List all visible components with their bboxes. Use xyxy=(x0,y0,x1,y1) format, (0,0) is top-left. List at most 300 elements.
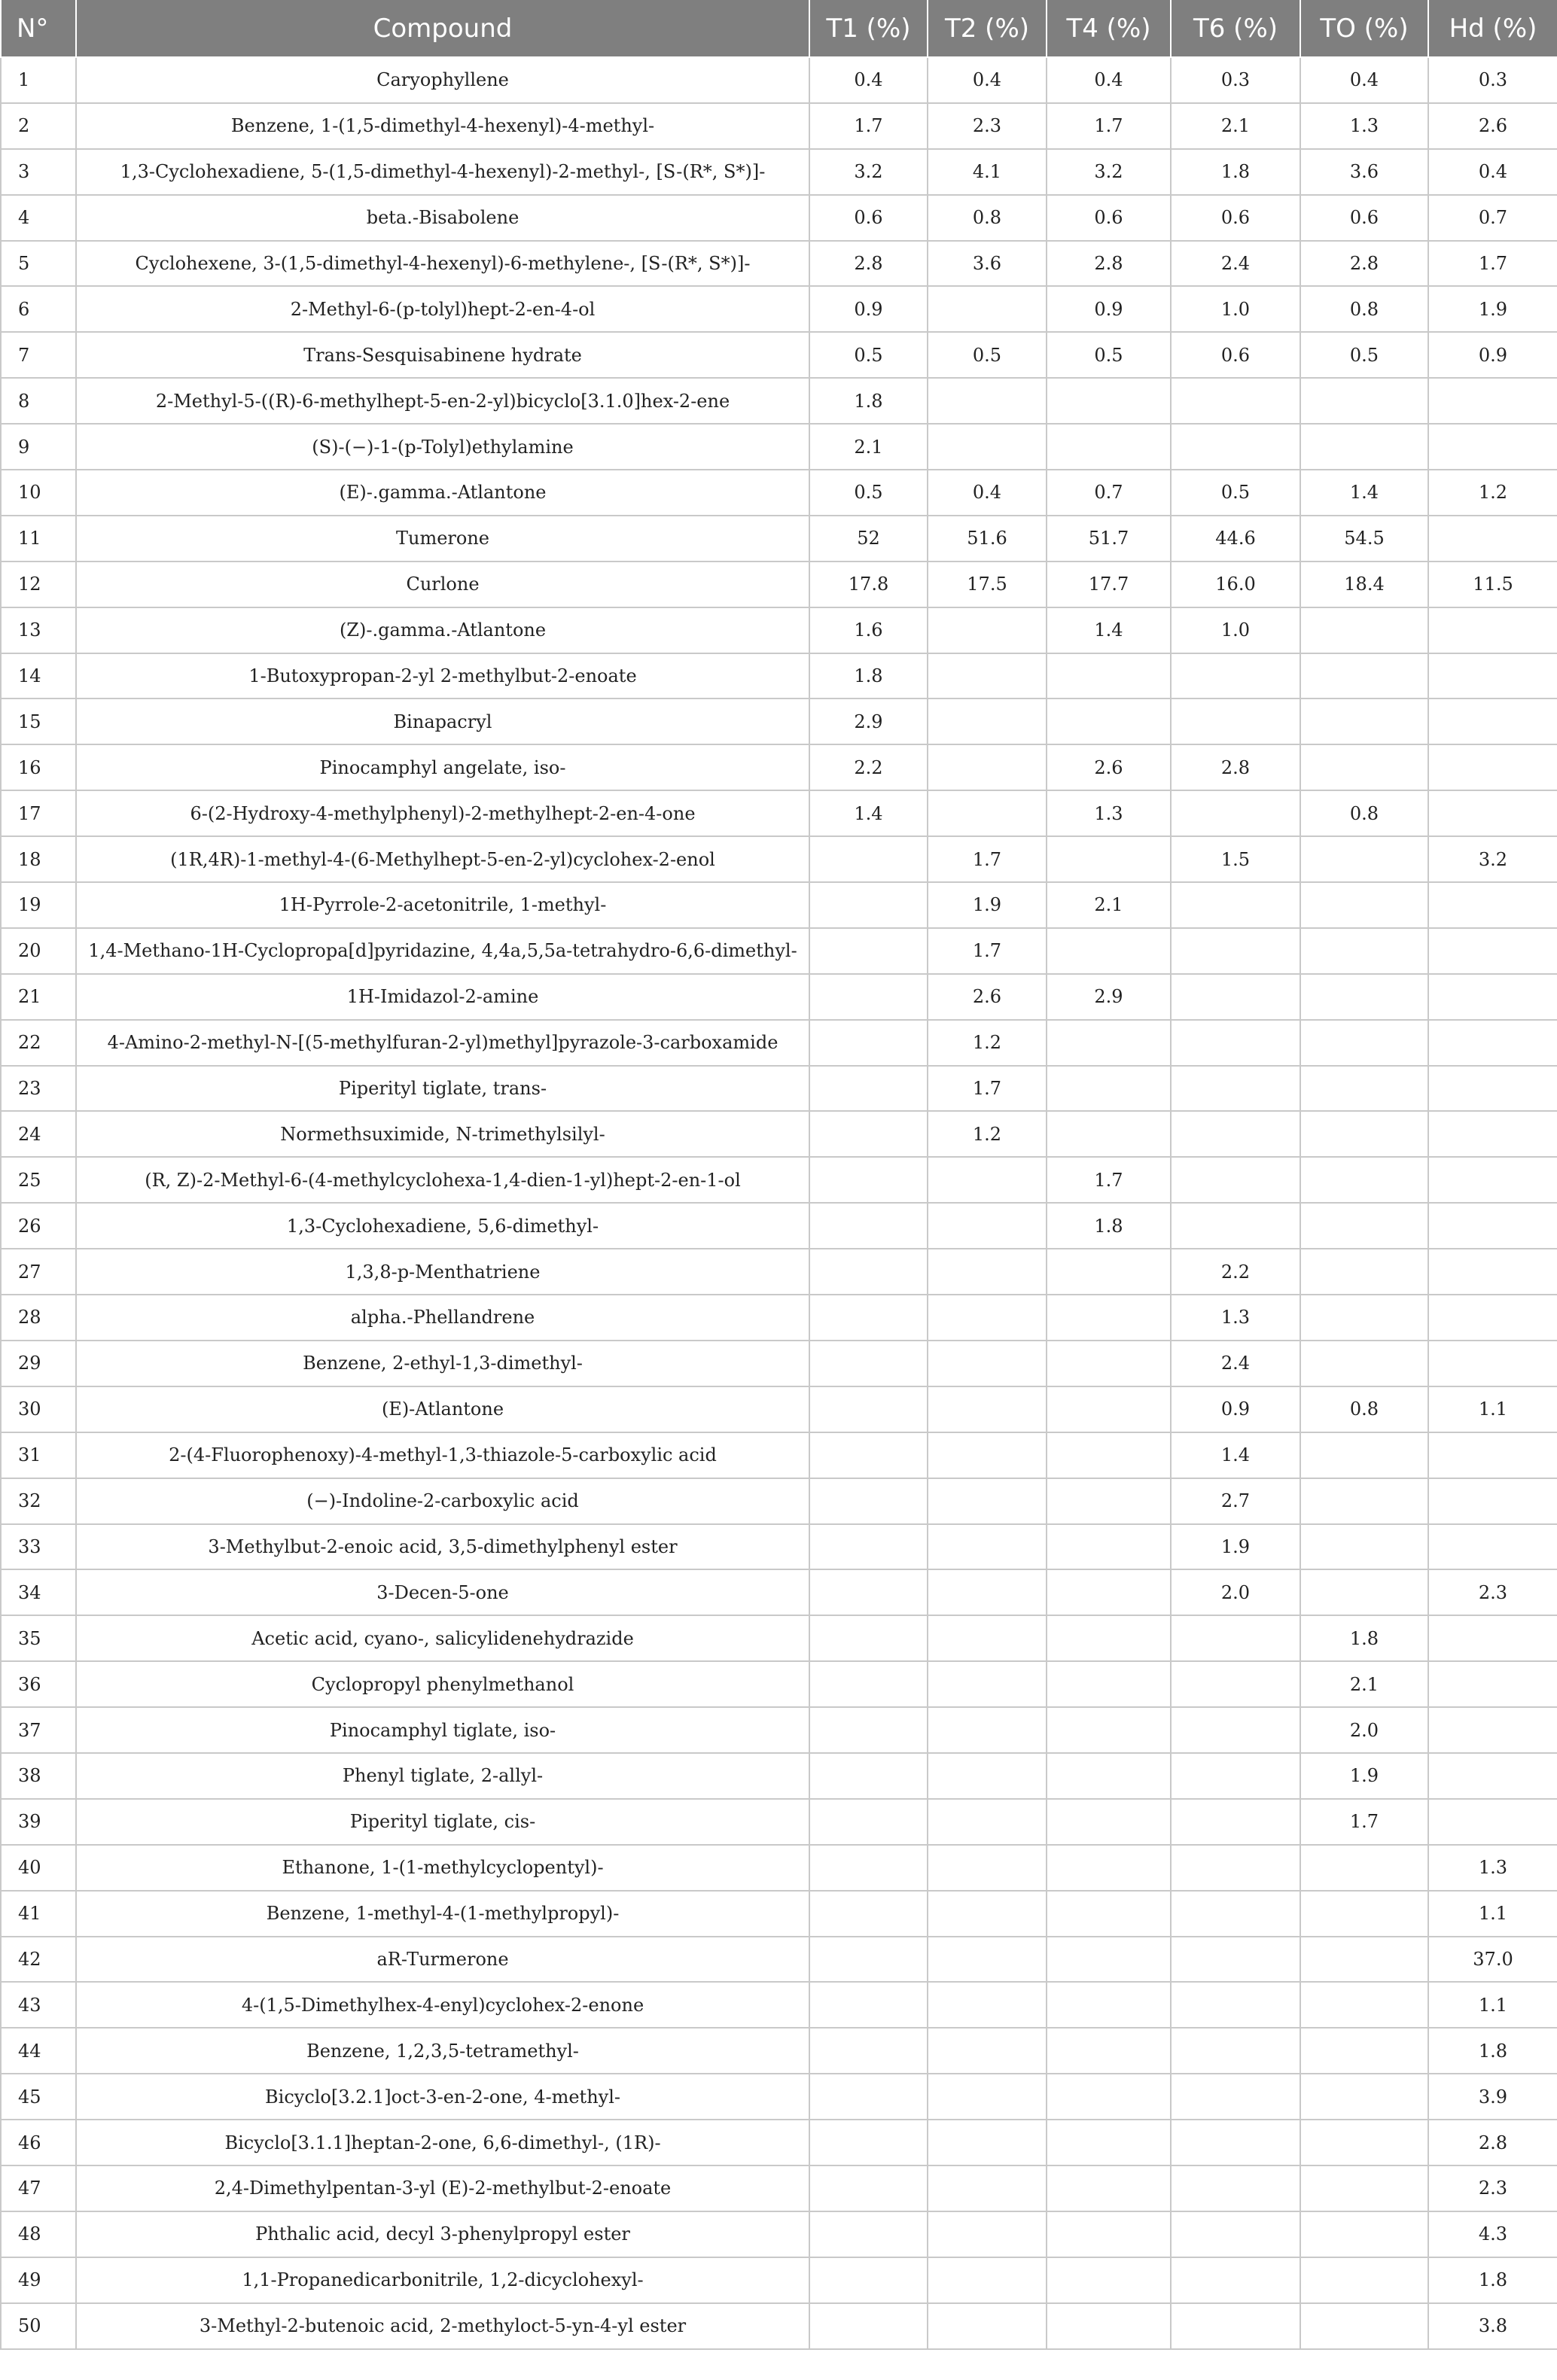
cell-to xyxy=(1300,1478,1428,1524)
table-row xyxy=(1,286,1557,332)
cell-hd xyxy=(1428,698,1557,744)
cell-to: 1.7 xyxy=(1300,1799,1428,1845)
cell-number: 44 xyxy=(1,2028,76,2074)
cell-compound: 1,4-Methano-1H-Cyclopropa[d]pyridazine, 4,4a,5,5a-tetrahydro-6,6-dimethyl- xyxy=(76,928,809,974)
cell-compound: 2-(4-Fluorophenoxy)-4-methyl-1,3-thiazole-5-carboxylic acid xyxy=(76,1432,809,1478)
cell-hd xyxy=(1428,1753,1557,1799)
cell-hd: 3.2 xyxy=(1428,836,1557,882)
cell-number: 31 xyxy=(1,1432,76,1478)
cell-t6 xyxy=(1171,1982,1300,2028)
cell-number: 11 xyxy=(1,516,76,562)
cell-t2 xyxy=(928,1937,1047,1983)
cell-hd: 0.4 xyxy=(1428,149,1557,195)
cell-t6 xyxy=(1171,1707,1300,1753)
cell-t1: 2.9 xyxy=(809,698,928,744)
cell-number: 5 xyxy=(1,241,76,287)
cell-t6 xyxy=(1171,1203,1300,1249)
cell-t6 xyxy=(1171,2257,1300,2303)
cell-t4 xyxy=(1047,1341,1171,1386)
table-row xyxy=(1,974,1557,1020)
cell-compound: (E)-Atlantone xyxy=(76,1386,809,1432)
cell-compound: aR-Turmerone xyxy=(76,1937,809,1983)
cell-t4: 2.6 xyxy=(1047,744,1171,790)
cell-t1 xyxy=(809,2074,928,2120)
cell-hd: 3.9 xyxy=(1428,2074,1557,2120)
cell-hd: 2.3 xyxy=(1428,1569,1557,1615)
cell-compound: 4-(1,5-Dimethylhex-4-enyl)cyclohex-2-enone xyxy=(76,1982,809,2028)
table-row xyxy=(1,562,1557,607)
cell-t2 xyxy=(928,653,1047,699)
cell-compound: 6-(2-Hydroxy-4-methylphenyl)-2-methylhept-2-en-4-one xyxy=(76,790,809,836)
cell-hd xyxy=(1428,1295,1557,1341)
cell-t1 xyxy=(809,1111,928,1157)
cell-hd xyxy=(1428,1615,1557,1661)
cell-t6: 2.8 xyxy=(1171,744,1300,790)
cell-t4 xyxy=(1047,1753,1171,1799)
cell-t1 xyxy=(809,1157,928,1203)
cell-t4 xyxy=(1047,1707,1171,1753)
cell-t1 xyxy=(809,1524,928,1570)
cell-t2 xyxy=(928,2257,1047,2303)
cell-t1 xyxy=(809,1615,928,1661)
cell-number: 35 xyxy=(1,1615,76,1661)
table-row xyxy=(1,1295,1557,1341)
cell-t4 xyxy=(1047,1845,1171,1891)
cell-t4 xyxy=(1047,1799,1171,1845)
cell-to xyxy=(1300,1020,1428,1066)
cell-to xyxy=(1300,1066,1428,1112)
cell-hd xyxy=(1428,378,1557,424)
cell-t2 xyxy=(928,1203,1047,1249)
cell-hd xyxy=(1428,1203,1557,1249)
cell-t4 xyxy=(1047,424,1171,470)
cell-t2 xyxy=(928,2303,1047,2349)
cell-t4 xyxy=(1047,1295,1171,1341)
cell-t4 xyxy=(1047,2074,1171,2120)
cell-to: 1.3 xyxy=(1300,103,1428,149)
table-row xyxy=(1,241,1557,287)
cell-t2 xyxy=(928,2028,1047,2074)
cell-t2 xyxy=(928,790,1047,836)
table-row xyxy=(1,1478,1557,1524)
table-row xyxy=(1,2257,1557,2303)
cell-number: 27 xyxy=(1,1249,76,1295)
cell-number: 43 xyxy=(1,1982,76,2028)
cell-compound: Tumerone xyxy=(76,516,809,562)
cell-hd xyxy=(1428,882,1557,928)
cell-t4 xyxy=(1047,1478,1171,1524)
cell-number: 20 xyxy=(1,928,76,974)
cell-hd: 0.9 xyxy=(1428,332,1557,378)
cell-to xyxy=(1300,836,1428,882)
cell-t1 xyxy=(809,1341,928,1386)
cell-to: 2.1 xyxy=(1300,1661,1428,1707)
cell-compound: Pinocamphyl angelate, iso- xyxy=(76,744,809,790)
cell-t6 xyxy=(1171,2120,1300,2165)
cell-t2: 0.4 xyxy=(928,57,1047,103)
cell-t4: 1.7 xyxy=(1047,1157,1171,1203)
cell-t4: 1.4 xyxy=(1047,607,1171,653)
cell-t1 xyxy=(809,1753,928,1799)
cell-compound: Binapacryl xyxy=(76,698,809,744)
cell-t4: 2.8 xyxy=(1047,241,1171,287)
cell-compound: 1,3,8-p-Menthatriene xyxy=(76,1249,809,1295)
cell-number: 3 xyxy=(1,149,76,195)
cell-t4: 2.1 xyxy=(1047,882,1171,928)
cell-hd xyxy=(1428,1111,1557,1157)
cell-compound: (1R,4R)-1-methyl-4-(6-Methylhept-5-en-2-yl)cyclohex-2-enol xyxy=(76,836,809,882)
cell-t1: 17.8 xyxy=(809,562,928,607)
cell-t2 xyxy=(928,1569,1047,1615)
cell-t1: 2.1 xyxy=(809,424,928,470)
table-row xyxy=(1,57,1557,103)
cell-t6 xyxy=(1171,928,1300,974)
cell-number: 32 xyxy=(1,1478,76,1524)
cell-t6: 1.0 xyxy=(1171,286,1300,332)
cell-to xyxy=(1300,1111,1428,1157)
cell-t4 xyxy=(1047,2120,1171,2165)
cell-t6: 0.3 xyxy=(1171,57,1300,103)
table-row xyxy=(1,2028,1557,2074)
cell-to xyxy=(1300,1524,1428,1570)
cell-number: 25 xyxy=(1,1157,76,1203)
cell-t4: 0.6 xyxy=(1047,195,1171,241)
cell-t1 xyxy=(809,2120,928,2165)
table-row xyxy=(1,1982,1557,2028)
cell-hd: 37.0 xyxy=(1428,1937,1557,1983)
cell-to xyxy=(1300,1341,1428,1386)
cell-t6 xyxy=(1171,1753,1300,1799)
cell-t1 xyxy=(809,1982,928,2028)
cell-t6: 2.4 xyxy=(1171,241,1300,287)
cell-t4 xyxy=(1047,1249,1171,1295)
cell-compound: Benzene, 1-methyl-4-(1-methylpropyl)- xyxy=(76,1891,809,1937)
cell-t4 xyxy=(1047,928,1171,974)
table-row xyxy=(1,378,1557,424)
cell-compound: Normethsuximide, N-trimethylsilyl- xyxy=(76,1111,809,1157)
cell-t4 xyxy=(1047,1524,1171,1570)
cell-compound: (R, Z)-2-Methyl-6-(4-methylcyclohexa-1,4-dien-1-yl)hept-2-en-1-ol xyxy=(76,1157,809,1203)
cell-to xyxy=(1300,928,1428,974)
cell-t4: 1.3 xyxy=(1047,790,1171,836)
header-compound: Compound xyxy=(76,0,809,57)
table-row xyxy=(1,2120,1557,2165)
cell-t2: 1.9 xyxy=(928,882,1047,928)
cell-t2: 0.8 xyxy=(928,195,1047,241)
cell-t6: 1.4 xyxy=(1171,1432,1300,1478)
cell-number: 33 xyxy=(1,1524,76,1570)
cell-compound: 1,3-Cyclohexadiene, 5,6-dimethyl- xyxy=(76,1203,809,1249)
cell-t6: 1.0 xyxy=(1171,607,1300,653)
cell-t1: 1.6 xyxy=(809,607,928,653)
cell-t1 xyxy=(809,1478,928,1524)
cell-hd: 1.2 xyxy=(1428,470,1557,516)
cell-hd xyxy=(1428,653,1557,699)
cell-t6 xyxy=(1171,1845,1300,1891)
cell-t2 xyxy=(928,1157,1047,1203)
cell-hd xyxy=(1428,424,1557,470)
cell-number: 30 xyxy=(1,1386,76,1432)
table-row xyxy=(1,470,1557,516)
cell-t4 xyxy=(1047,1386,1171,1432)
table-row xyxy=(1,744,1557,790)
cell-t2 xyxy=(928,1891,1047,1937)
cell-t1 xyxy=(809,2028,928,2074)
table-row xyxy=(1,2211,1557,2257)
cell-t2: 0.5 xyxy=(928,332,1047,378)
cell-t4: 2.9 xyxy=(1047,974,1171,1020)
cell-t6: 0.6 xyxy=(1171,195,1300,241)
cell-t2: 2.6 xyxy=(928,974,1047,1020)
cell-compound: Piperityl tiglate, trans- xyxy=(76,1066,809,1112)
cell-t6 xyxy=(1171,2303,1300,2349)
cell-t2 xyxy=(928,1249,1047,1295)
cell-compound: (E)-.gamma.-Atlantone xyxy=(76,470,809,516)
cell-compound: Phenyl tiglate, 2-allyl- xyxy=(76,1753,809,1799)
cell-t1 xyxy=(809,1066,928,1112)
table-row xyxy=(1,1845,1557,1891)
cell-to xyxy=(1300,1249,1428,1295)
cell-t1 xyxy=(809,2211,928,2257)
cell-compound: Ethanone, 1-(1-methylcyclopentyl)- xyxy=(76,1845,809,1891)
cell-t6 xyxy=(1171,1799,1300,1845)
cell-hd xyxy=(1428,790,1557,836)
table-row xyxy=(1,1111,1557,1157)
cell-t4: 17.7 xyxy=(1047,562,1171,607)
table-row xyxy=(1,149,1557,195)
cell-t1 xyxy=(809,1386,928,1432)
cell-number: 28 xyxy=(1,1295,76,1341)
cell-t6: 1.8 xyxy=(1171,149,1300,195)
cell-t1 xyxy=(809,1661,928,1707)
cell-compound: 3-Methylbut-2-enoic acid, 3,5-dimethylphenyl ester xyxy=(76,1524,809,1570)
cell-compound: 1,1-Propanedicarbonitrile, 1,2-dicyclohexyl- xyxy=(76,2257,809,2303)
cell-t2 xyxy=(928,378,1047,424)
cell-t4: 0.9 xyxy=(1047,286,1171,332)
cell-to xyxy=(1300,882,1428,928)
cell-t6 xyxy=(1171,882,1300,928)
cell-t6: 0.6 xyxy=(1171,332,1300,378)
cell-t6 xyxy=(1171,2074,1300,2120)
cell-compound: Benzene, 1,2,3,5-tetramethyl- xyxy=(76,2028,809,2074)
cell-compound: Caryophyllene xyxy=(76,57,809,103)
cell-hd: 1.7 xyxy=(1428,241,1557,287)
cell-number: 24 xyxy=(1,1111,76,1157)
cell-hd: 2.6 xyxy=(1428,103,1557,149)
cell-t2: 1.7 xyxy=(928,928,1047,974)
cell-t1 xyxy=(809,1249,928,1295)
cell-number: 2 xyxy=(1,103,76,149)
table-row xyxy=(1,698,1557,744)
cell-compound: (−)-Indoline-2-carboxylic acid xyxy=(76,1478,809,1524)
cell-t1 xyxy=(809,1020,928,1066)
cell-t2 xyxy=(928,698,1047,744)
cell-to: 0.8 xyxy=(1300,286,1428,332)
cell-number: 21 xyxy=(1,974,76,1020)
cell-t1 xyxy=(809,836,928,882)
cell-t6: 44.6 xyxy=(1171,516,1300,562)
cell-t2 xyxy=(928,2211,1047,2257)
cell-number: 38 xyxy=(1,1753,76,1799)
table-row xyxy=(1,424,1557,470)
cell-to xyxy=(1300,2303,1428,2349)
cell-t6 xyxy=(1171,790,1300,836)
cell-compound: (S)-(−)-1-(p-Tolyl)ethylamine xyxy=(76,424,809,470)
cell-t1: 0.5 xyxy=(809,332,928,378)
cell-hd xyxy=(1428,1066,1557,1112)
cell-t6: 0.9 xyxy=(1171,1386,1300,1432)
cell-number: 15 xyxy=(1,698,76,744)
cell-number: 40 xyxy=(1,1845,76,1891)
cell-hd: 2.8 xyxy=(1428,2120,1557,2165)
cell-t4 xyxy=(1047,1432,1171,1478)
cell-to xyxy=(1300,1203,1428,1249)
cell-t2 xyxy=(928,1707,1047,1753)
cell-hd: 2.3 xyxy=(1428,2165,1557,2211)
cell-t2 xyxy=(928,1615,1047,1661)
cell-to xyxy=(1300,1432,1428,1478)
cell-t6 xyxy=(1171,1615,1300,1661)
cell-compound: Phthalic acid, decyl 3-phenylpropyl ester xyxy=(76,2211,809,2257)
cell-to xyxy=(1300,2165,1428,2211)
cell-t6: 16.0 xyxy=(1171,562,1300,607)
cell-t1 xyxy=(809,1295,928,1341)
cell-t6: 2.4 xyxy=(1171,1341,1300,1386)
cell-compound: Pinocamphyl tiglate, iso- xyxy=(76,1707,809,1753)
cell-number: 10 xyxy=(1,470,76,516)
cell-compound: 2-Methyl-6-(p-tolyl)hept-2-en-4-ol xyxy=(76,286,809,332)
table-row xyxy=(1,1891,1557,1937)
cell-compound: Cyclopropyl phenylmethanol xyxy=(76,1661,809,1707)
cell-t4: 0.4 xyxy=(1047,57,1171,103)
cell-number: 6 xyxy=(1,286,76,332)
table-row xyxy=(1,607,1557,653)
cell-number: 14 xyxy=(1,653,76,699)
cell-t1: 3.2 xyxy=(809,149,928,195)
cell-hd xyxy=(1428,516,1557,562)
cell-t6 xyxy=(1171,653,1300,699)
cell-number: 48 xyxy=(1,2211,76,2257)
cell-hd xyxy=(1428,1707,1557,1753)
cell-to: 2.8 xyxy=(1300,241,1428,287)
cell-number: 41 xyxy=(1,1891,76,1937)
cell-t1 xyxy=(809,882,928,928)
cell-compound: Benzene, 2-ethyl-1,3-dimethyl- xyxy=(76,1341,809,1386)
cell-hd: 4.3 xyxy=(1428,2211,1557,2257)
cell-t6 xyxy=(1171,698,1300,744)
cell-to xyxy=(1300,2120,1428,2165)
cell-hd xyxy=(1428,1341,1557,1386)
cell-t2 xyxy=(928,286,1047,332)
cell-t2 xyxy=(928,1295,1047,1341)
cell-t1: 0.6 xyxy=(809,195,928,241)
cell-compound: 1H-Pyrrole-2-acetonitrile, 1-methyl- xyxy=(76,882,809,928)
cell-t6 xyxy=(1171,2165,1300,2211)
cell-t2 xyxy=(928,1341,1047,1386)
cell-t4 xyxy=(1047,378,1171,424)
cell-hd: 1.8 xyxy=(1428,2028,1557,2074)
cell-to: 18.4 xyxy=(1300,562,1428,607)
cell-compound: Cyclohexene, 3-(1,5-dimethyl-4-hexenyl)-6-methylene-, [S-(R*, S*)]- xyxy=(76,241,809,287)
table-row xyxy=(1,1066,1557,1112)
cell-t2: 1.7 xyxy=(928,1066,1047,1112)
cell-number: 26 xyxy=(1,1203,76,1249)
cell-t1: 0.4 xyxy=(809,57,928,103)
cell-t1: 1.7 xyxy=(809,103,928,149)
cell-t4: 1.8 xyxy=(1047,1203,1171,1249)
cell-hd: 1.9 xyxy=(1428,286,1557,332)
cell-compound: Benzene, 1-(1,5-dimethyl-4-hexenyl)-4-methyl- xyxy=(76,103,809,149)
cell-compound: 2-Methyl-5-((R)-6-methylhept-5-en-2-yl)bicyclo[3.1.0]hex-2-ene xyxy=(76,378,809,424)
cell-t4: 0.5 xyxy=(1047,332,1171,378)
cell-t4 xyxy=(1047,698,1171,744)
cell-t6: 1.9 xyxy=(1171,1524,1300,1570)
cell-t6 xyxy=(1171,2028,1300,2074)
cell-number: 49 xyxy=(1,2257,76,2303)
cell-hd: 0.7 xyxy=(1428,195,1557,241)
header-t1: T1 (%) xyxy=(809,0,928,57)
table-row xyxy=(1,2074,1557,2120)
cell-t1: 0.5 xyxy=(809,470,928,516)
cell-hd xyxy=(1428,1157,1557,1203)
cell-t6: 2.0 xyxy=(1171,1569,1300,1615)
cell-to: 3.6 xyxy=(1300,149,1428,195)
cell-number: 36 xyxy=(1,1661,76,1707)
cell-number: 46 xyxy=(1,2120,76,2165)
cell-to: 0.4 xyxy=(1300,57,1428,103)
cell-hd xyxy=(1428,1524,1557,1570)
cell-t6 xyxy=(1171,1891,1300,1937)
cell-t1: 1.4 xyxy=(809,790,928,836)
cell-compound: Trans-Sesquisabinene hydrate xyxy=(76,332,809,378)
cell-t1: 1.8 xyxy=(809,653,928,699)
cell-to xyxy=(1300,1845,1428,1891)
cell-t2 xyxy=(928,1478,1047,1524)
cell-to: 1.9 xyxy=(1300,1753,1428,1799)
cell-t4 xyxy=(1047,1891,1171,1937)
cell-number: 47 xyxy=(1,2165,76,2211)
cell-number: 18 xyxy=(1,836,76,882)
cell-t6 xyxy=(1171,2211,1300,2257)
cell-t1 xyxy=(809,928,928,974)
cell-t1 xyxy=(809,1845,928,1891)
table-row xyxy=(1,1615,1557,1661)
cell-to xyxy=(1300,1891,1428,1937)
cell-number: 12 xyxy=(1,562,76,607)
cell-t2 xyxy=(928,1386,1047,1432)
header-t2: T2 (%) xyxy=(928,0,1047,57)
header-to: TO (%) xyxy=(1300,0,1428,57)
cell-t4 xyxy=(1047,1066,1171,1112)
cell-t2 xyxy=(928,2074,1047,2120)
cell-hd: 1.1 xyxy=(1428,1982,1557,2028)
cell-compound: Bicyclo[3.2.1]oct-3-en-2-one, 4-methyl- xyxy=(76,2074,809,2120)
cell-t6 xyxy=(1171,1111,1300,1157)
table-row xyxy=(1,1203,1557,1249)
cell-t2 xyxy=(928,744,1047,790)
cell-t6 xyxy=(1171,974,1300,1020)
table-row xyxy=(1,2165,1557,2211)
cell-hd xyxy=(1428,1478,1557,1524)
table-row xyxy=(1,2303,1557,2349)
cell-hd xyxy=(1428,1661,1557,1707)
table-row xyxy=(1,1157,1557,1203)
cell-t1: 52 xyxy=(809,516,928,562)
cell-compound: beta.-Bisabolene xyxy=(76,195,809,241)
cell-to xyxy=(1300,2028,1428,2074)
cell-t2 xyxy=(928,1524,1047,1570)
cell-to xyxy=(1300,2074,1428,2120)
